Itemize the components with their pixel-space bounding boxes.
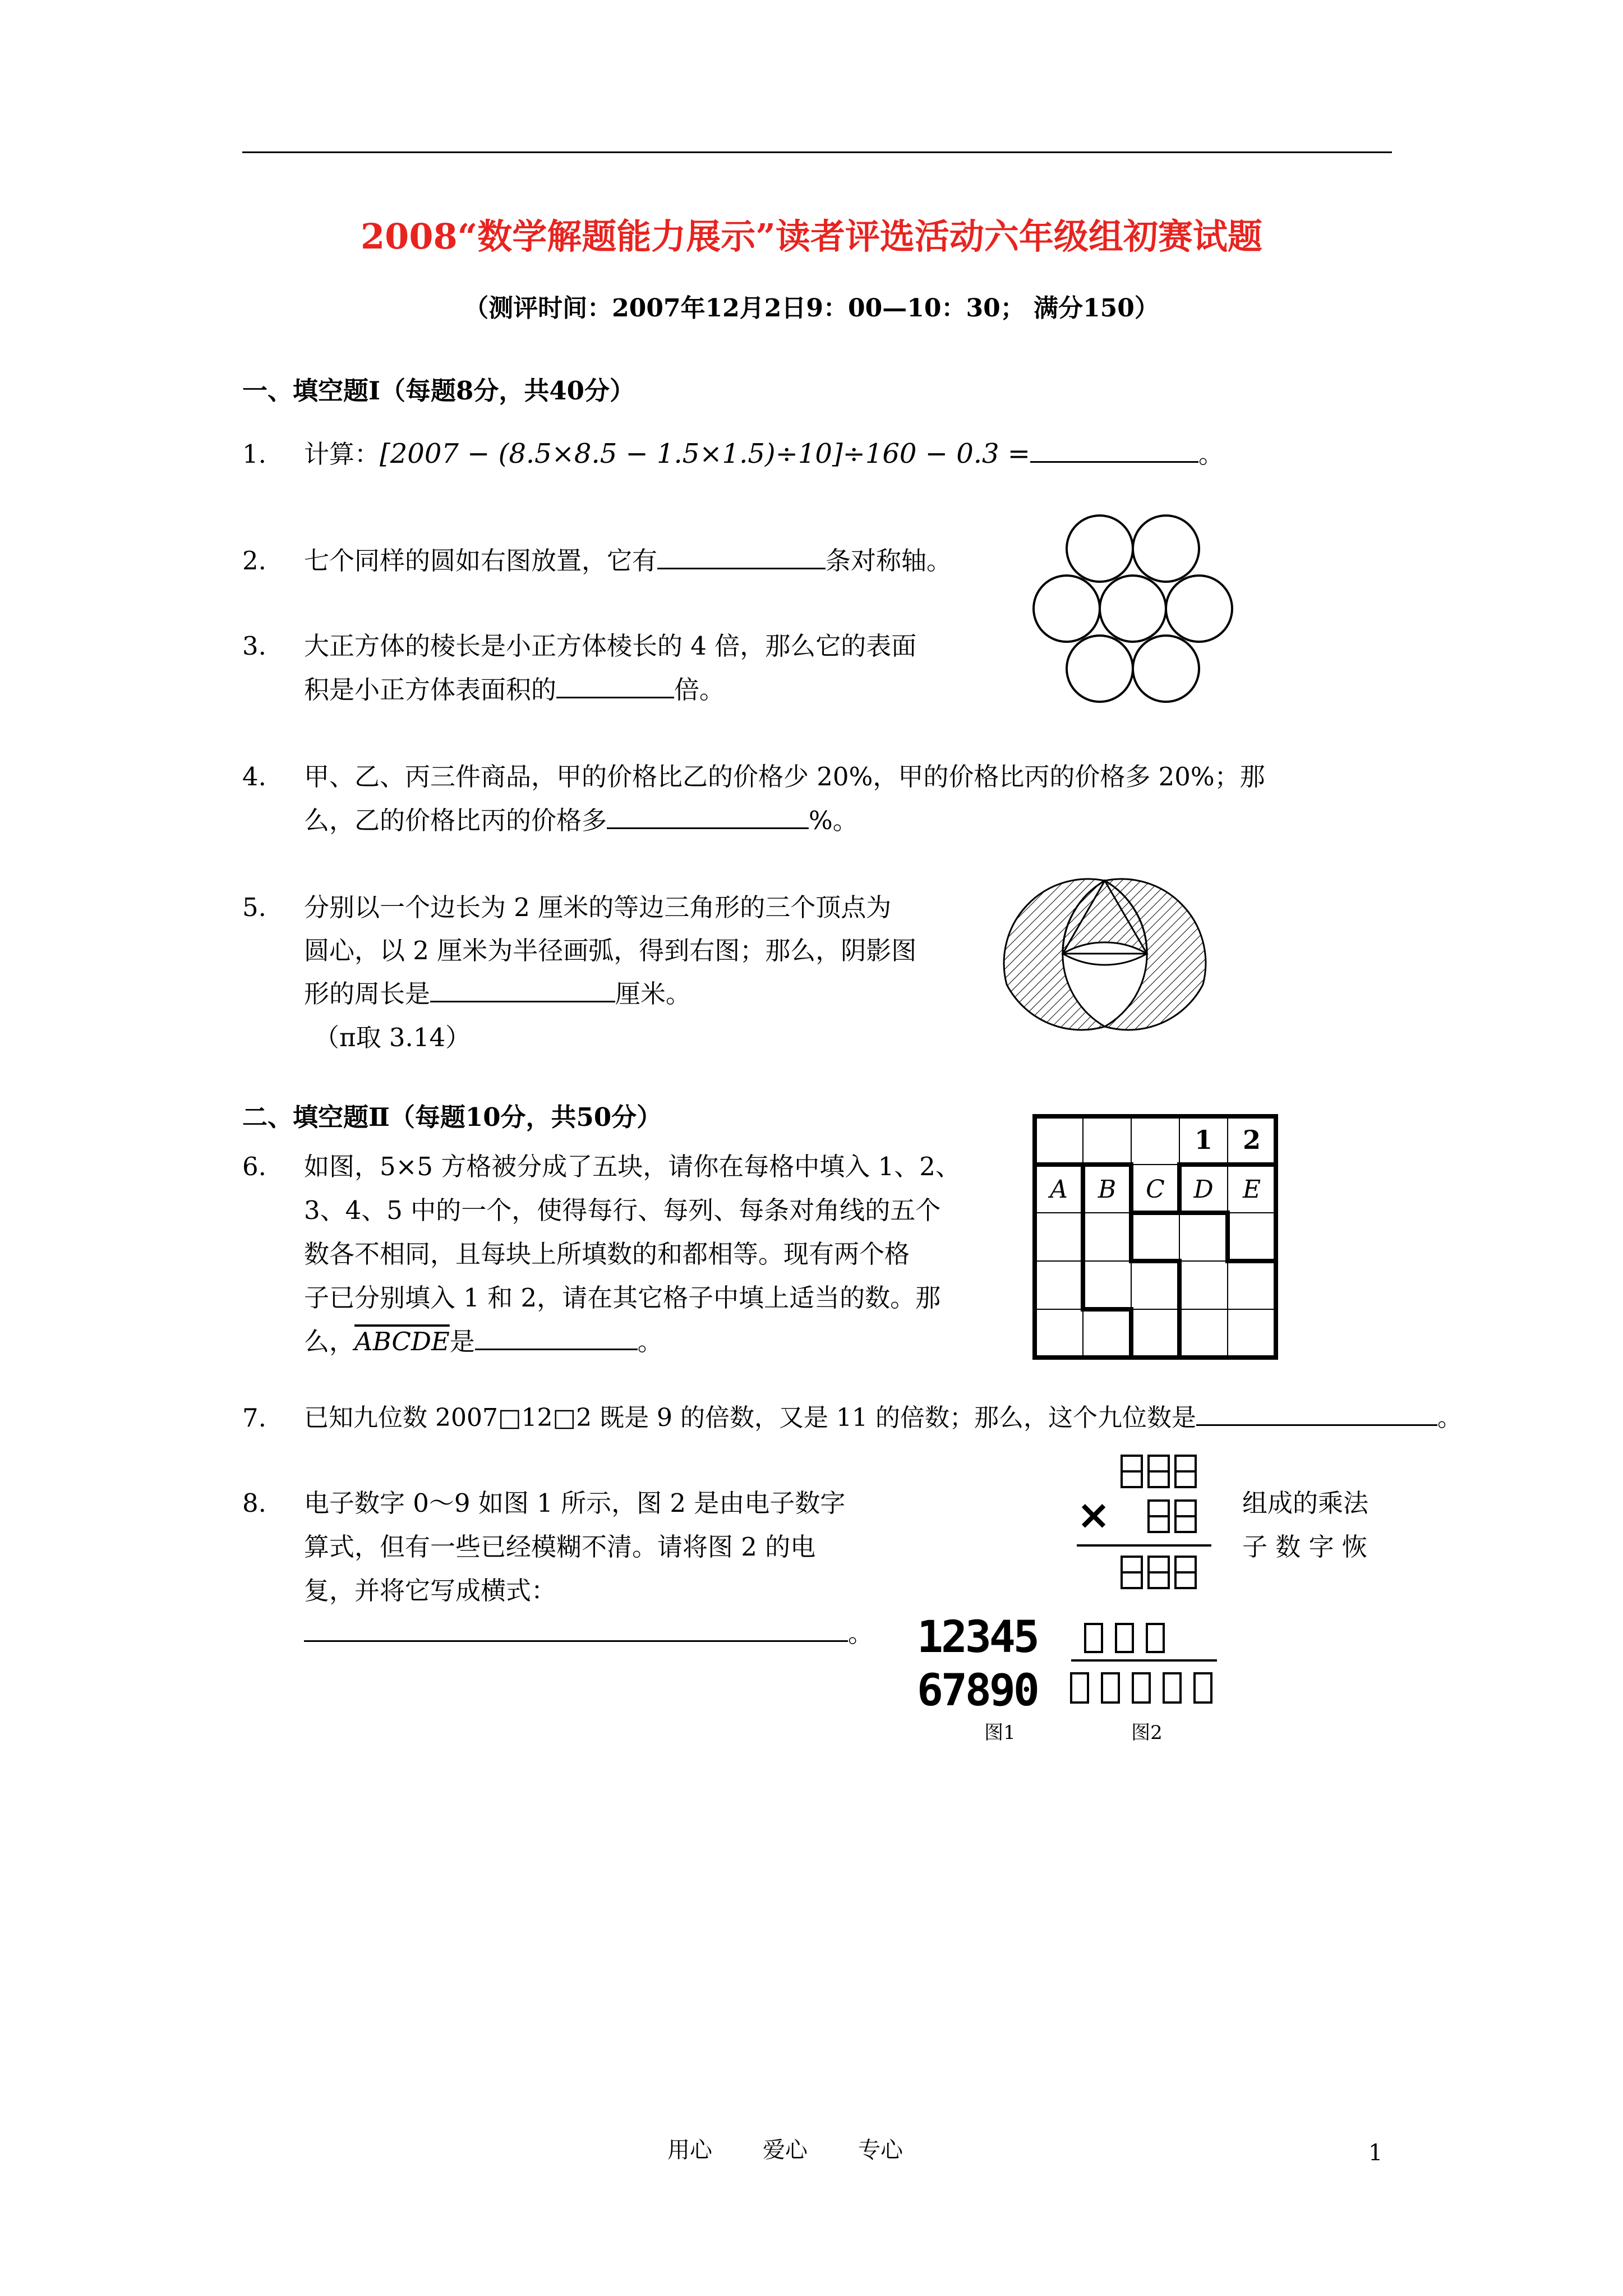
circle-bottom-right: [1133, 636, 1199, 702]
q8-answer-blank[interactable]: [304, 1618, 848, 1642]
grid-label-a: A: [1050, 1175, 1068, 1204]
header-rule: [242, 151, 1392, 153]
q3-answer-blank[interactable]: [556, 674, 674, 698]
q5-text-end: 厘米。: [615, 979, 691, 1009]
grid-label-c: C: [1146, 1175, 1165, 1204]
q2-text: 七个同样的圆如右图放置，它有: [304, 546, 658, 576]
q5-number: 5.: [242, 892, 266, 922]
q7-number: 7.: [242, 1403, 266, 1433]
q5-answer-blank[interactable]: [430, 978, 615, 1002]
q2-number: 2.: [242, 546, 266, 576]
question-5-line3: [304, 972, 691, 1016]
q7-text-end: 。: [1437, 1404, 1463, 1432]
q4-number: 4.: [242, 762, 266, 792]
times-sign: ×: [1076, 1491, 1111, 1538]
grid-label-d: D: [1193, 1175, 1214, 1204]
question-8-line3: 复，并将它写成横式：: [304, 1576, 557, 1605]
digits-row-1: 12345: [917, 1612, 1038, 1663]
section-heading-1: 一、填空题Ⅰ（每题8分，共40分）: [242, 376, 635, 406]
question-5-line1: 分别以一个边长为 2 厘米的等边三角形的三个顶点为: [304, 892, 892, 922]
seven-circles-figure: [1026, 513, 1239, 726]
grid-given-1: 1: [1194, 1125, 1213, 1155]
circle-top-left: [1067, 516, 1133, 582]
q4-text-end: %。: [809, 806, 858, 835]
question-1: [304, 432, 1224, 476]
q6-number: 6.: [242, 1152, 266, 1181]
question-3-line1: 大正方体的棱长是小正方体棱长的 4 倍，那么它的表面: [304, 631, 917, 661]
question-2: [304, 539, 952, 583]
question-8-line1: 电子数字 0～9 如图 1 所示，图 2 是由电子数字: [304, 1488, 846, 1518]
digits-row-2: 67890: [917, 1665, 1038, 1716]
figure-2-caption: 图2: [1131, 1722, 1163, 1744]
grid-label-e: E: [1242, 1175, 1261, 1204]
q6-overline-abcde: ABCDE: [354, 1327, 450, 1356]
grid-border: [1035, 1116, 1276, 1358]
q4-answer-blank[interactable]: [607, 805, 809, 829]
question-6-line5: [304, 1319, 663, 1364]
figure-2-multiplication: [1066, 1450, 1245, 1618]
q2-text-end: 条对称轴。: [826, 546, 952, 576]
circle-bottom-left: [1067, 636, 1133, 702]
circle-left: [1034, 576, 1100, 642]
circle-right: [1166, 576, 1232, 642]
q1-number: 1.: [242, 439, 266, 469]
footer-motto-1: 用心: [667, 2137, 712, 2163]
figure-1-digits: [917, 1613, 1231, 1747]
question-6-line3: 数各不相同，且每块上所填数的和都相等。现有两个格: [304, 1239, 910, 1269]
page-title: 2008“数学解题能力展示”读者评选活动六年级组初赛试题: [361, 216, 1262, 257]
question-8-answer-line: [304, 1611, 873, 1655]
question-6-line4: 子已分别填入 1 和 2，请在其它格子中填上适当的数。那: [304, 1283, 941, 1313]
q1-answer-blank[interactable]: [1030, 439, 1198, 463]
question-3-line2: [304, 668, 725, 712]
q6-text-end: 。: [637, 1327, 663, 1356]
q1-expression: [2007 − (8.5×8.5 − 1.5×1.5)÷10]÷160 − 0.3 =: [380, 438, 1031, 470]
footer-motto-3: 专心: [858, 2137, 903, 2163]
grid-label-b: B: [1098, 1175, 1117, 1204]
footer-motto: [667, 2134, 903, 2166]
q3-text: 积是小正方体表面积的: [304, 675, 557, 705]
q5-text: 形的周长是: [304, 979, 431, 1009]
question-8-line2-right: 子 数 字 恢: [1242, 1532, 1367, 1562]
q6-text-is: 是: [449, 1327, 475, 1356]
q8-text-end: 。: [848, 1618, 874, 1648]
q3-text-end: 倍。: [674, 675, 725, 705]
q1-suffix: 。: [1198, 439, 1224, 469]
q1-prefix: 计算：: [304, 439, 380, 469]
q7-answer-blank[interactable]: [1196, 1402, 1437, 1426]
grid-given-2: 2: [1242, 1125, 1261, 1155]
question-4-line2: [304, 798, 858, 843]
section-heading-2: 二、填空题Ⅱ（每题10分，共50分）: [242, 1102, 662, 1132]
q7-text: 已知九位数 2007□12□2 既是 9 的倍数，又是 11 的倍数；那么，这个九位数是: [304, 1404, 1197, 1432]
footer-motto-2: 爱心: [763, 2137, 808, 2163]
question-6-line2: 3、4、5 中的一个，使得每行、每列、每条对角线的五个: [304, 1195, 941, 1225]
arc-bottom: [1063, 954, 1147, 965]
figure-1-caption: 图1: [984, 1722, 1016, 1744]
question-6-line1: 如图，5×5 方格被分成了五块，请你在每格中填入 1、2、: [304, 1152, 961, 1181]
question-8-line1-right: 组成的乘法: [1242, 1488, 1369, 1518]
three-arcs-figure: [1004, 855, 1206, 1046]
q6-text: 么，: [304, 1327, 355, 1356]
q8-number: 8.: [242, 1488, 266, 1518]
q4-text: 么，乙的价格比丙的价格多: [304, 806, 607, 835]
question-5-line4: （π取 3.14）: [314, 1023, 471, 1052]
q3-number: 3.: [242, 631, 266, 661]
q2-answer-blank[interactable]: [657, 545, 826, 569]
question-4-line1: 甲、乙、丙三件商品，甲的价格比乙的价格少 20%，甲的价格比丙的价格多 20%；那: [304, 762, 1265, 792]
circle-center: [1100, 576, 1166, 642]
five-by-five-grid: [1035, 1116, 1281, 1363]
page-subtitle: （测评时间：2007年12月2日9：00—10：30； 满分150）: [464, 294, 1159, 323]
q6-answer-blank[interactable]: [475, 1326, 638, 1350]
page-number: 1: [1368, 2140, 1383, 2166]
question-7: [304, 1396, 1462, 1440]
question-5-line2: 圆心，以 2 厘米为半径画弧，得到右图；那么，阴影图: [304, 936, 917, 965]
question-8-line2: 算式，但有一些已经模糊不清。请将图 2 的电: [304, 1532, 816, 1562]
circle-top-right: [1133, 516, 1199, 582]
